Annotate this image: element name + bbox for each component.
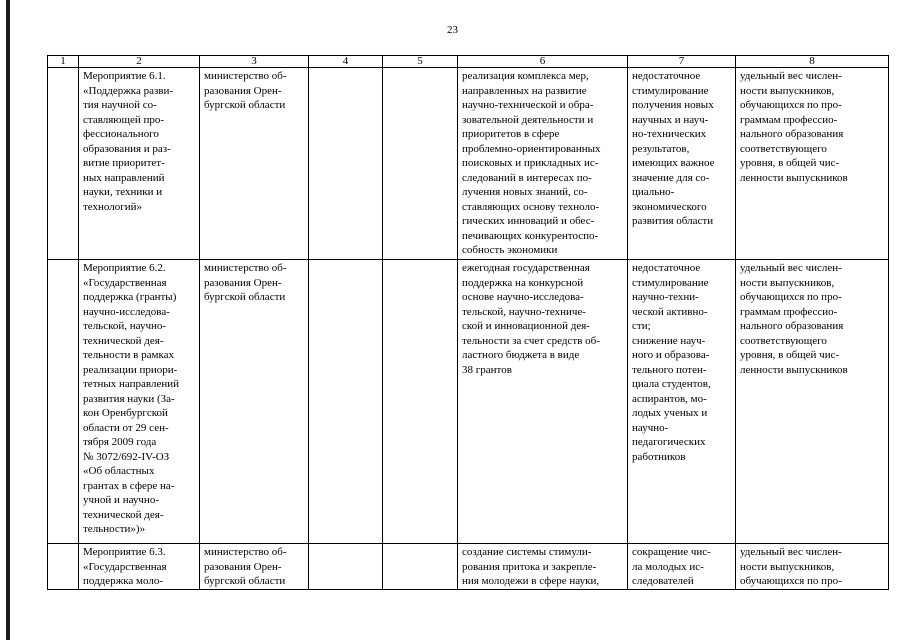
column-header: 7 [628, 56, 736, 68]
measures-table [47, 55, 889, 590]
cell-responsible: министерство об- разования Орен- бургской области [200, 68, 309, 260]
column-header: 5 [383, 56, 458, 68]
cell-end [383, 544, 458, 590]
cell-expected-result: создание системы стимули- рования притока и закрепле- ния молодежи в сфере науки, [458, 544, 628, 590]
cell-responsible: министерство об- разования Орен- бургской области [200, 260, 309, 544]
page-number: 23 [447, 24, 458, 36]
cell-indicator: удельный вес числен- ности выпускников, обучающихся по про- граммам профессио- нального образования соответствующего уровня, в общей чис- ленности выпускников [736, 68, 889, 260]
cell-start [309, 260, 383, 544]
column-header: 3 [200, 56, 309, 68]
column-header: 2 [79, 56, 200, 68]
cell-measure-name: Мероприятие 6.3. «Государственная поддержка моло- [79, 544, 200, 590]
table-row [48, 544, 889, 590]
column-header: 1 [48, 56, 79, 68]
cell-indicator: удельный вес числен- ности выпускников, обучающихся по про- граммам профессио- нального образования соответствующего уровня, в общей чис- ленности выпускников [736, 260, 889, 544]
cell-end [383, 260, 458, 544]
page-left-edge-bar [6, 0, 10, 640]
cell-responsible: министерство об- разования Орен- бургской области [200, 544, 309, 590]
cell-expected-result: реализация комплекса мер, направленных на развитие научно-технической и обра- зовательной деятельности и приоритетов в сфере проблемно-ориентированных поисковых и прикладных ис- следований в интересах по- лучения новых знаний, со- ставляющих основу техноло- гических инноваций и обес- печивающих конкурентоспо- собность экономики [458, 68, 628, 260]
cell-number [48, 68, 79, 260]
table-header-row [48, 56, 889, 68]
column-header: 8 [736, 56, 889, 68]
table-row [48, 260, 889, 544]
cell-number [48, 260, 79, 544]
cell-expected-result: ежегодная государственная поддержка на конкурсной основе научно-исследова- тельской, научно-техниче- ской и инновационной дея- тельности за счет средств об- ластного бюджета в виде 38 грантов [458, 260, 628, 544]
cell-consequences: недостаточное стимулирование научно-техни- ческой активно- сти; снижение науч- ного и образова- тельного потен- циала студентов, аспирантов, мо- лодых ученых и научно- педагогических работников [628, 260, 736, 544]
column-header: 4 [309, 56, 383, 68]
cell-number [48, 544, 79, 590]
cell-end [383, 68, 458, 260]
cell-measure-name: Мероприятие 6.2. «Государственная поддержка (гранты) научно-исследова- тельской, научно- технической дея- тельности в рамках реализации приори- тетных направлений развития науки (За- кон Оренбургской области от 29 сен- тября 2009 года № 3072/692-IV-ОЗ «Об областных грантах в сфере на- учной и научно- технической дея- тельности»)» [79, 260, 200, 544]
cell-measure-name: Мероприятие 6.1. «Поддержка разви- тия научной со- ставляющей про- фессионального образования и раз- витие приоритет- ных направлений науки, техники и технологий» [79, 68, 200, 260]
cell-start [309, 544, 383, 590]
table-row [48, 68, 889, 260]
cell-consequences: недостаточное стимулирование получения новых научных и науч- но-технических результатов, имеющих важное значение для со- циально- экономического развития области [628, 68, 736, 260]
cell-start [309, 68, 383, 260]
cell-indicator: удельный вес числен- ности выпускников, обучающихся по про- [736, 544, 889, 590]
column-header: 6 [458, 56, 628, 68]
cell-consequences: сокращение чис- ла молодых ис- следователей [628, 544, 736, 590]
